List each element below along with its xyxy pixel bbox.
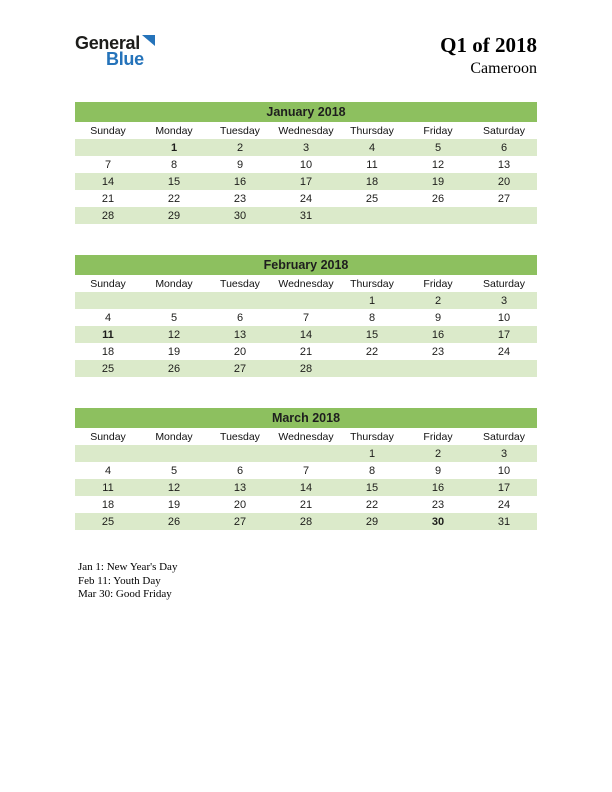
month-title: January 2018 — [75, 102, 537, 122]
date-cell: 17 — [273, 173, 339, 190]
date-cell: 18 — [101, 345, 115, 358]
date-cell: 22 — [365, 345, 379, 358]
date-cell: 23 — [233, 192, 247, 205]
date-cell: 28 — [273, 360, 339, 377]
month-calendar — [75, 102, 537, 224]
date-cell: 28 — [273, 513, 339, 530]
week-row — [75, 190, 537, 207]
holiday-legend-item: Mar 30: Good Friday — [78, 588, 172, 601]
date-cell: 31 — [471, 513, 537, 530]
date-cell: 2 — [405, 445, 471, 462]
date-cell: 5 — [405, 139, 471, 156]
week-row — [75, 309, 537, 326]
date-cell: 7 — [104, 158, 112, 171]
date-cell: 31 — [273, 207, 339, 224]
empty-cell — [471, 207, 537, 224]
weekday-header: Sunday — [75, 122, 141, 139]
date-cell: 25 — [75, 513, 141, 530]
date-cell: 20 — [233, 498, 247, 511]
date-cell: 11 — [75, 326, 141, 343]
date-cell: 3 — [471, 292, 537, 309]
weekday-header: Thursday — [339, 428, 405, 445]
date-cell: 15 — [141, 173, 207, 190]
date-cell: 11 — [75, 479, 141, 496]
date-cell: 16 — [207, 173, 273, 190]
date-cell: 1 — [141, 139, 207, 156]
empty-cell — [141, 292, 207, 309]
empty-cell — [273, 445, 339, 462]
date-cell: 10 — [497, 311, 511, 324]
week-row — [75, 479, 537, 496]
week-row — [75, 513, 537, 530]
date-cell: 18 — [339, 173, 405, 190]
date-cell: 24 — [497, 345, 511, 358]
weekday-header: Thursday — [339, 275, 405, 292]
weekday-header: Wednesday — [273, 122, 339, 139]
empty-cell — [405, 360, 471, 377]
empty-cell — [471, 360, 537, 377]
date-cell: 16 — [405, 479, 471, 496]
date-cell: 20 — [471, 173, 537, 190]
date-cell: 30 — [207, 207, 273, 224]
empty-cell — [75, 445, 141, 462]
quarter-title: Q1 of 2018 — [440, 33, 537, 57]
date-cell: 4 — [104, 311, 112, 324]
weekday-header: Monday — [141, 428, 207, 445]
week-row — [75, 292, 537, 309]
weekday-header: Wednesday — [273, 275, 339, 292]
date-cell: 8 — [368, 311, 376, 324]
weekday-header: Sunday — [75, 275, 141, 292]
week-row — [75, 462, 537, 479]
date-cell: 14 — [273, 326, 339, 343]
weekday-header: Thursday — [339, 122, 405, 139]
months-container — [75, 102, 537, 530]
date-cell: 29 — [141, 207, 207, 224]
date-cell: 1 — [339, 292, 405, 309]
date-cell: 3 — [273, 139, 339, 156]
month-title: February 2018 — [75, 255, 537, 275]
weekday-header-row — [75, 428, 537, 445]
date-cell: 8 — [368, 464, 376, 477]
date-cell: 5 — [170, 311, 178, 324]
date-cell: 6 — [236, 311, 244, 324]
empty-cell — [207, 445, 273, 462]
week-row — [75, 156, 537, 173]
date-cell: 25 — [75, 360, 141, 377]
weekday-header: Friday — [405, 122, 471, 139]
weekday-header: Wednesday — [273, 428, 339, 445]
date-cell: 2 — [405, 292, 471, 309]
date-cell: 13 — [207, 479, 273, 496]
weekday-header-row — [75, 122, 537, 139]
date-cell: 20 — [233, 345, 247, 358]
weekday-header: Friday — [405, 428, 471, 445]
date-cell: 24 — [497, 498, 511, 511]
weekday-header-row — [75, 275, 537, 292]
week-row — [75, 360, 537, 377]
month-grid — [75, 122, 537, 224]
date-cell: 6 — [471, 139, 537, 156]
date-cell: 19 — [167, 498, 181, 511]
logo-word-blue: Blue — [106, 49, 144, 69]
date-cell: 7 — [302, 464, 310, 477]
date-cell: 15 — [339, 326, 405, 343]
date-cell: 17 — [471, 326, 537, 343]
date-cell: 22 — [365, 498, 379, 511]
week-row — [75, 343, 537, 360]
date-cell: 15 — [339, 479, 405, 496]
date-cell: 27 — [207, 360, 273, 377]
date-cell: 28 — [75, 207, 141, 224]
weekday-header: Saturday — [471, 122, 537, 139]
date-cell: 22 — [167, 192, 181, 205]
holiday-legend-item: Jan 1: New Year's Day — [78, 561, 178, 574]
date-cell: 27 — [497, 192, 511, 205]
date-cell: 1 — [339, 445, 405, 462]
empty-cell — [141, 445, 207, 462]
weekday-header: Tuesday — [207, 275, 273, 292]
country-subtitle: Cameroon — [470, 60, 537, 78]
date-cell: 30 — [405, 513, 471, 530]
empty-cell — [339, 360, 405, 377]
month-grid — [75, 428, 537, 530]
date-cell: 26 — [141, 360, 207, 377]
date-cell: 16 — [405, 326, 471, 343]
date-cell: 23 — [431, 345, 445, 358]
weekday-header: Friday — [405, 275, 471, 292]
date-cell: 26 — [141, 513, 207, 530]
empty-cell — [405, 207, 471, 224]
weekday-header: Saturday — [471, 428, 537, 445]
date-cell: 24 — [299, 192, 313, 205]
week-row — [75, 173, 537, 190]
date-cell: 9 — [236, 158, 244, 171]
date-cell: 9 — [434, 311, 442, 324]
empty-cell — [339, 207, 405, 224]
date-cell: 12 — [141, 479, 207, 496]
weekday-header: Tuesday — [207, 122, 273, 139]
weekday-header: Monday — [141, 122, 207, 139]
month-calendar — [75, 255, 537, 377]
date-cell: 12 — [141, 326, 207, 343]
weekday-header: Sunday — [75, 428, 141, 445]
date-cell: 19 — [405, 173, 471, 190]
logo-word-general: General — [75, 33, 140, 53]
date-cell: 5 — [170, 464, 178, 477]
date-cell: 3 — [471, 445, 537, 462]
date-cell: 17 — [471, 479, 537, 496]
date-cell: 21 — [101, 192, 115, 205]
holiday-legend — [78, 561, 537, 602]
date-cell: 11 — [366, 158, 378, 171]
date-cell: 29 — [339, 513, 405, 530]
month-grid — [75, 275, 537, 377]
date-cell: 25 — [365, 192, 379, 205]
empty-cell — [273, 292, 339, 309]
week-row — [75, 445, 537, 462]
weekday-header: Tuesday — [207, 428, 273, 445]
empty-cell — [75, 292, 141, 309]
week-row — [75, 207, 537, 224]
date-cell: 4 — [339, 139, 405, 156]
date-cell: 19 — [167, 345, 181, 358]
date-cell: 21 — [299, 345, 313, 358]
month-calendar — [75, 408, 537, 530]
date-cell: 4 — [104, 464, 112, 477]
date-cell: 27 — [207, 513, 273, 530]
week-row — [75, 326, 537, 343]
date-cell: 23 — [431, 498, 445, 511]
date-cell: 21 — [299, 498, 313, 511]
logo-triangle-icon — [142, 35, 155, 47]
date-cell: 13 — [207, 326, 273, 343]
page-header — [0, 0, 612, 78]
month-title: March 2018 — [75, 408, 537, 428]
date-cell: 18 — [101, 498, 115, 511]
date-cell: 7 — [302, 311, 310, 324]
week-row — [75, 496, 537, 513]
date-cell: 2 — [207, 139, 273, 156]
general-blue-logo — [75, 34, 155, 69]
weekday-header: Saturday — [471, 275, 537, 292]
empty-cell — [75, 139, 141, 156]
date-cell: 10 — [497, 464, 511, 477]
date-cell: 12 — [431, 158, 445, 171]
date-cell: 13 — [497, 158, 511, 171]
date-cell: 14 — [75, 173, 141, 190]
date-cell: 6 — [236, 464, 244, 477]
date-cell: 26 — [431, 192, 445, 205]
date-cell: 9 — [434, 464, 442, 477]
date-cell: 10 — [299, 158, 313, 171]
title-block — [440, 34, 537, 78]
date-cell: 8 — [170, 158, 178, 171]
week-row — [75, 139, 537, 156]
empty-cell — [207, 292, 273, 309]
holiday-legend-item: Feb 11: Youth Day — [78, 574, 161, 587]
date-cell: 14 — [273, 479, 339, 496]
weekday-header: Monday — [141, 275, 207, 292]
